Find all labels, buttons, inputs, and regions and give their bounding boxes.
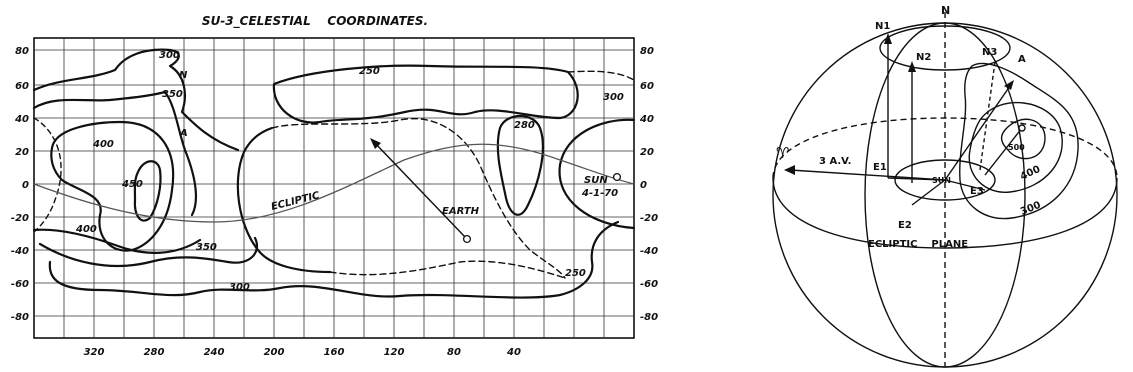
y-tick-label: 40 bbox=[640, 114, 654, 125]
x-tick-label: 320 bbox=[83, 347, 105, 358]
aries-symbol: ♈ bbox=[776, 144, 790, 162]
y-tick-label: -80 bbox=[640, 312, 659, 323]
earth-arrow bbox=[374, 142, 466, 238]
y-tick-label: -20 bbox=[10, 213, 29, 224]
n3-line bbox=[980, 62, 995, 170]
contour-label: 350 bbox=[162, 89, 183, 100]
y-tick-label: -60 bbox=[640, 279, 659, 290]
y-tick-label: -40 bbox=[10, 246, 29, 257]
label-sun-date: 4-1-70 bbox=[582, 188, 619, 199]
aries-arrow bbox=[790, 170, 945, 180]
contour-label: 300 bbox=[229, 282, 250, 293]
contour-label: 250 bbox=[565, 268, 586, 279]
contour-labels bbox=[75, 50, 624, 293]
y-tick-label: -80 bbox=[10, 312, 29, 323]
contour-label: 350 bbox=[196, 242, 217, 253]
label-300: 300 bbox=[1019, 199, 1043, 218]
y-tick-label: 20 bbox=[15, 147, 29, 158]
label-ecliptic: ECLIPTIC bbox=[270, 190, 321, 213]
contour-label: 400 bbox=[76, 224, 97, 235]
contour-300-right bbox=[560, 120, 634, 228]
label-e1: E1 bbox=[873, 162, 887, 173]
x-tick-label: 200 bbox=[263, 347, 285, 358]
a-arrow bbox=[945, 86, 1010, 180]
label-e3: E3 bbox=[970, 186, 984, 197]
y-tick-label: 60 bbox=[15, 81, 29, 92]
label-a: A bbox=[1018, 54, 1026, 65]
label-sun: SUN bbox=[584, 175, 608, 186]
x-axis-labels bbox=[84, 347, 521, 358]
y-tick-label: -40 bbox=[640, 246, 659, 257]
x-tick-label: 160 bbox=[323, 347, 345, 358]
contour-label: 400 bbox=[93, 139, 114, 150]
label-n2: N2 bbox=[916, 52, 932, 63]
y-axis-labels-right bbox=[639, 46, 658, 323]
chart-title: SU-3_CELESTIAL COORDINATES. bbox=[201, 14, 429, 28]
label-ecliptic-plane: ECLIPTIC PLANE bbox=[868, 239, 969, 250]
label-n: N bbox=[179, 70, 188, 81]
y-tick-label: 80 bbox=[15, 46, 29, 57]
celestial-contour-chart bbox=[11, 14, 658, 358]
label-n1: N1 bbox=[875, 21, 891, 32]
label-sun-center: SUN bbox=[932, 176, 951, 185]
contour-450 bbox=[135, 161, 161, 220]
sphere-center-marker bbox=[1019, 125, 1025, 131]
sun-marker bbox=[614, 174, 621, 181]
chart-annotations bbox=[179, 70, 618, 217]
label-e2: E2 bbox=[898, 220, 912, 231]
aries-arrowhead bbox=[784, 165, 795, 175]
y-tick-label: 0 bbox=[22, 180, 29, 191]
label-a: A bbox=[180, 128, 188, 139]
label-400: 400 bbox=[1018, 163, 1043, 183]
label-500: 500 bbox=[1008, 143, 1025, 152]
y-tick-label: -20 bbox=[640, 213, 659, 224]
contour-top-dashed bbox=[568, 71, 634, 80]
x-tick-label: 120 bbox=[383, 347, 405, 358]
y-tick-label: -60 bbox=[10, 279, 29, 290]
x-tick-label: 240 bbox=[203, 347, 225, 358]
contour-label: 280 bbox=[514, 120, 535, 131]
x-tick-label: 280 bbox=[143, 347, 165, 358]
x-tick-label: 80 bbox=[447, 347, 461, 358]
y-tick-label: 0 bbox=[640, 180, 647, 191]
y-tick-label: 40 bbox=[15, 114, 29, 125]
celestial-sphere-diagram bbox=[773, 12, 1117, 367]
contour-label: 300 bbox=[603, 92, 624, 103]
label-n-pole: N bbox=[941, 4, 951, 17]
y-axis-labels-left bbox=[11, 46, 29, 323]
x-tick-label: 40 bbox=[507, 347, 521, 358]
contour-label: 450 bbox=[122, 179, 143, 190]
earth-marker bbox=[464, 236, 471, 243]
y-tick-label: 80 bbox=[640, 46, 654, 57]
label-av: 3 A.V. bbox=[819, 156, 852, 167]
contour-label: 250 bbox=[359, 66, 380, 77]
y-tick-label: 20 bbox=[640, 147, 654, 158]
contour-250 bbox=[274, 66, 578, 123]
label-n3: N3 bbox=[982, 47, 998, 58]
y-tick-label: 60 bbox=[640, 81, 654, 92]
contour-label: 300 bbox=[159, 50, 180, 61]
label-earth: EARTH bbox=[442, 206, 480, 217]
